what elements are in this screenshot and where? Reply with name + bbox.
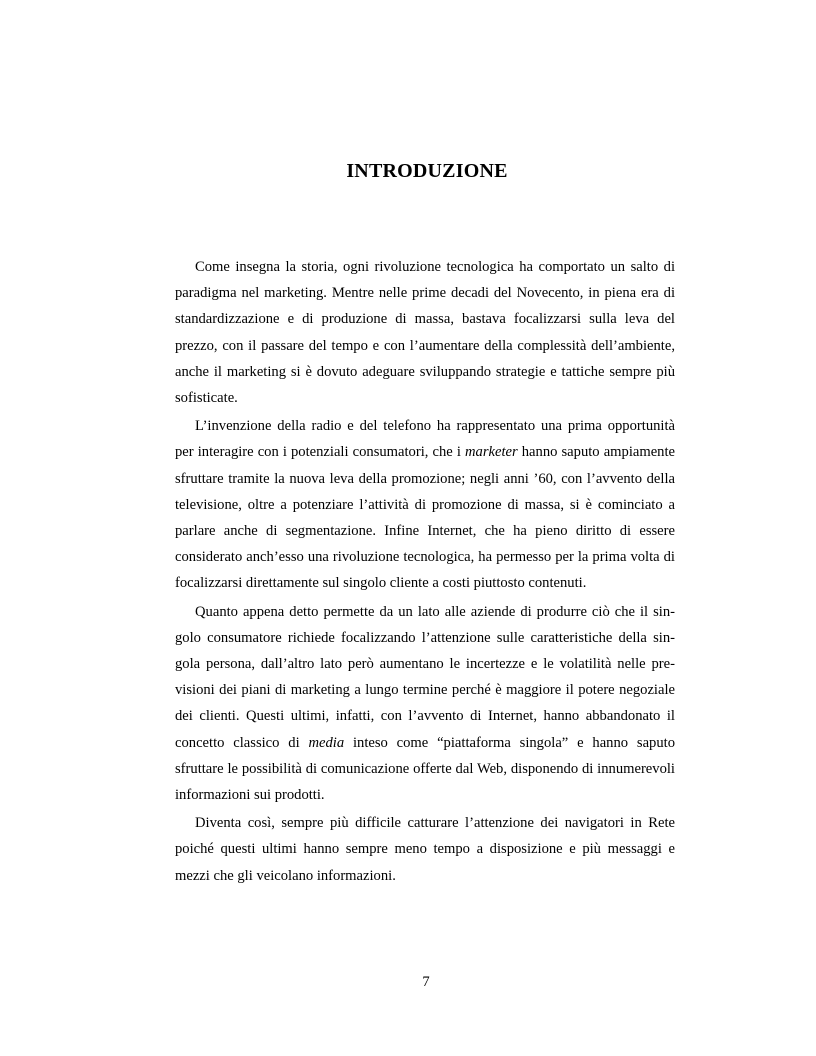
page-number: 7 [422, 974, 430, 990]
paragraph-2-italic-term: marketer [464, 444, 518, 461]
paragraph-2-text-b: hanno saputo ampiamente sfruttare tramite la nuova leva della promozione; negli anni ’60, con l’avvento della televisione, oltre a potenziare l’attività di promozione di massa, si è cominciato a parlare anche di segmentazione. Infine Internet, che ha pieno diritto di essere considerato anch’esso una rivoluzione tecnologica, ha permesso per la prima volta di focalizzarsi direttamente sul singolo cliente a costi piuttosto contenuti. [175, 444, 676, 592]
body-text [175, 254, 675, 891]
paragraph-3-italic-term: media [308, 734, 345, 751]
paragraph-4 [175, 810, 675, 889]
paragraph-3-text-a: Quanto appena detto permette da un lato alle aziende di produrre ciò che il singolo consumatore richiede focalizzando l’attenzione sulle caratteristiche della singola persona, dall’altro lato però aumentano le incertezze e le volatilità nelle previsioni dei piani di marketing a lungo termine perché è maggiore il potere negoziale dei clienti. Questi ultimi, infatti, con l’avvento di Internet, hanno abbandonato il concetto classico di [175, 603, 675, 751]
chapter-title: INTRODUZIONE [346, 160, 508, 182]
paragraph-2-text-a: L’invenzione della radio e del telefono ha rappresentato una prima opportunità per interagire con i potenziali consumatori, che i [175, 418, 675, 461]
paragraph-2 [175, 413, 675, 596]
paragraph-3-text-b: inteso come “piattaforma singola” e hanno saputo sfruttare le possibilità di comunicazione offerte dal Web, disponendo di innumerevoli informazioni sui prodotti. [175, 734, 675, 804]
paragraph-1-text: Come insegna la storia, ogni rivoluzione tecnologica ha comportato un salto di paradigma nel marketing. Mentre nelle prime decadi del Novecento, in piena era di standardizzazione e di produzione di massa, bastava focalizzarsi sulla leva del prezzo, con il passare del tempo e con l’aumentare della complessità dell’ambiente, anche il marketing si è dovuto adeguare sviluppando strategie e tattiche sempre più sofisticate. [175, 259, 675, 407]
paragraph-3 [175, 599, 675, 809]
paragraph-1 [175, 254, 675, 411]
paragraph-4-text: Diventa così, sempre più difficile catturare l’attenzione dei navigatori in Rete poiché questi ultimi hanno sempre meno tempo a disposizione e più messaggi e mezzi che gli veicolano informazioni. [175, 815, 675, 884]
